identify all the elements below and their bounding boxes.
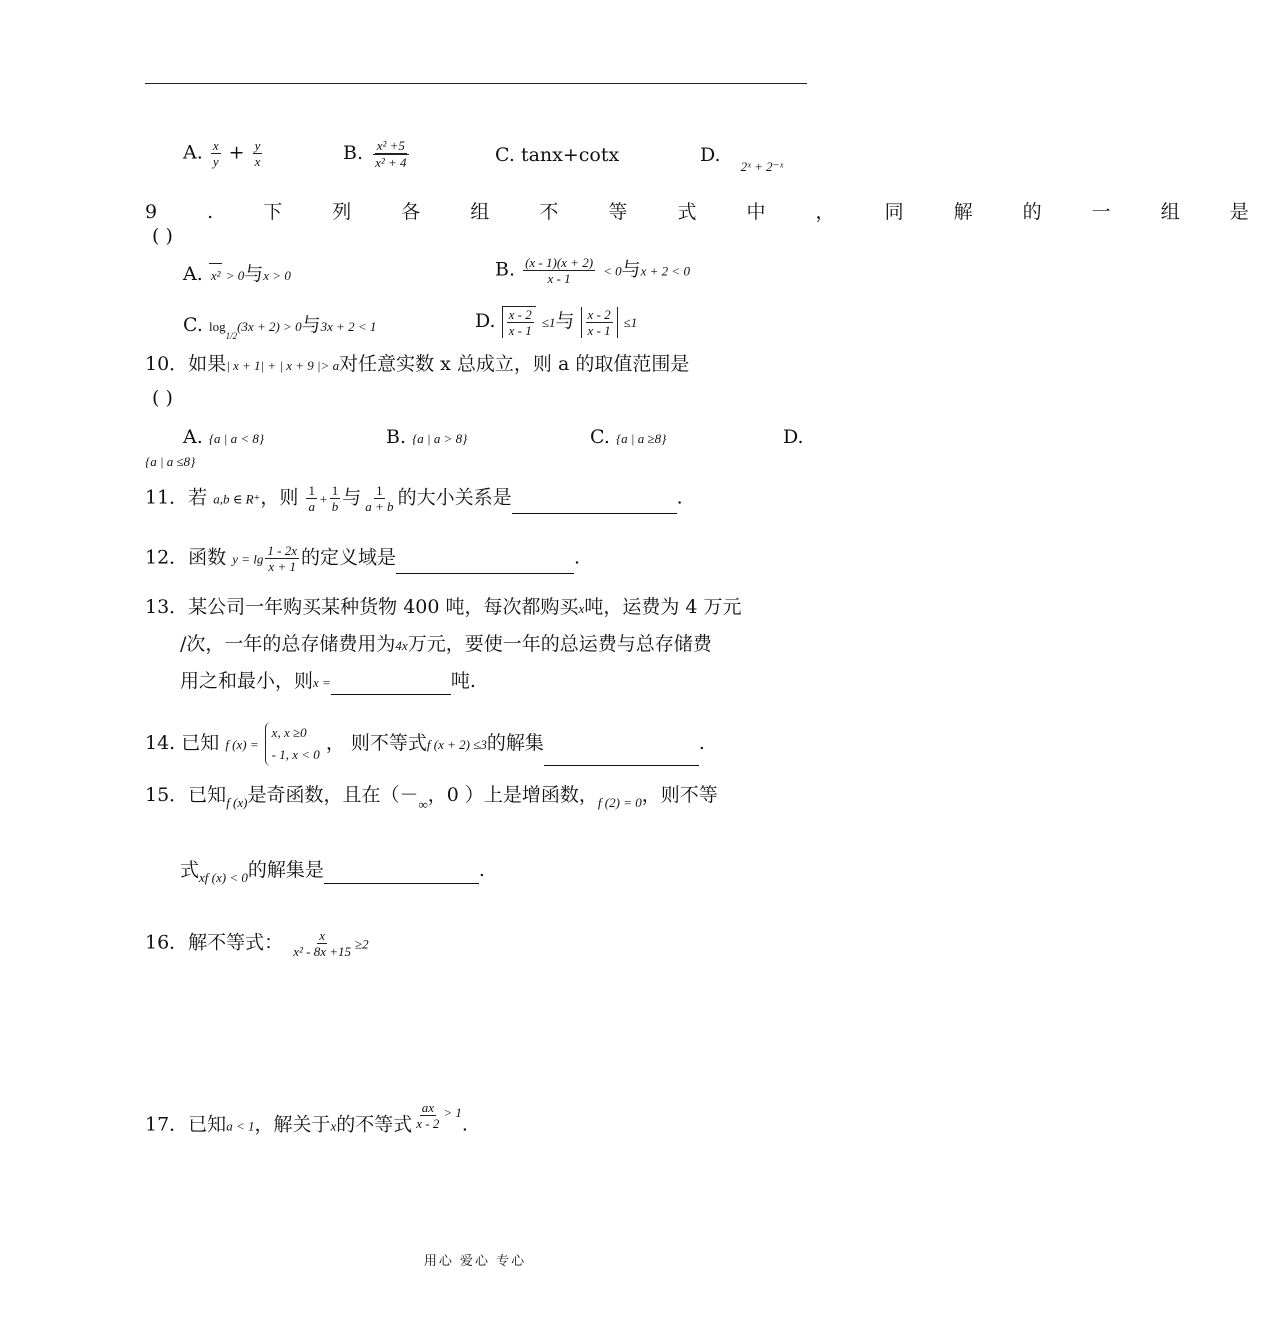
frac-den: a — [308, 499, 315, 514]
q13-line1-x: x — [578, 601, 585, 616]
q13-line2 — [180, 632, 712, 658]
q14-fx: f (x) = — [225, 737, 259, 752]
frac-den: y — [212, 154, 219, 169]
q10-c-set: {a | a ≥8} — [615, 431, 667, 446]
q10-a-set: {a | a < 8} — [208, 431, 265, 446]
q11-stem-a: 11．若 — [145, 486, 208, 509]
q10-a-label: A. — [183, 426, 203, 448]
q11-frac-ab — [363, 483, 395, 514]
q8-option-a — [183, 138, 264, 169]
q10-option-d-label: D. — [783, 426, 804, 448]
q8-b-frac — [371, 138, 410, 170]
q17-frac — [414, 1100, 441, 1131]
q9-d-frac2 — [586, 307, 613, 338]
q11-end: . — [676, 486, 683, 509]
q12-lhs: y = lg — [232, 551, 264, 567]
q16-frac — [291, 928, 353, 959]
q14-stem-a: 14. 已知 — [145, 732, 220, 754]
q13-line2-b: 万元，要使一年的总运费与总存储费 — [407, 633, 712, 655]
q11-frac-a — [306, 483, 317, 514]
q14-piecewise — [265, 722, 320, 766]
q12-stem-a: 12．函数 — [145, 546, 227, 569]
q10-option-d-set: {a | a ≤8} — [145, 454, 196, 469]
q15-stem-a: 15．已知 — [145, 784, 227, 806]
q12-answer-blank[interactable] — [396, 555, 574, 574]
q14-stem-c: 的解集 — [486, 732, 544, 754]
q9-d-frac1 — [507, 307, 534, 338]
q14-case2: - 1, x < 0 — [271, 747, 320, 762]
frac-num: x — [212, 138, 219, 153]
q15-line2-expr: xf (x) < 0 — [199, 870, 248, 885]
q9-a-label: A. — [183, 263, 203, 285]
q13-line2-x: 4x — [395, 638, 408, 653]
q13-line1 — [145, 595, 741, 621]
q14-ineq: f (x + 2) ≤3 — [426, 737, 487, 752]
q9-a-ineq: > 0 — [222, 268, 245, 283]
frac-den: x + 1 — [268, 559, 296, 574]
frac-num: x — [319, 928, 326, 943]
q10-paren: ( ) — [152, 387, 173, 409]
q13-answer-blank[interactable] — [331, 676, 451, 695]
q15-end: . — [478, 859, 485, 881]
q12-stem-b: 的定义域是 — [301, 546, 397, 569]
q15-inf: ∞ — [418, 797, 428, 812]
q17-var: x — [330, 1118, 337, 1134]
q10-b-label: B. — [386, 426, 407, 448]
q8-d-expr: 2ˣ + 2⁻ˣ — [740, 159, 784, 174]
q16 — [145, 928, 369, 959]
q8-a-label: A. — [183, 141, 203, 164]
q17-stem-a: 17．已知 — [145, 1113, 227, 1136]
q15-f2: f (2) = 0 — [597, 795, 642, 810]
q9-c-log: log — [208, 319, 226, 334]
q9-d-rest1: ≤1 — [541, 315, 556, 330]
q11-answer-blank[interactable] — [512, 495, 677, 514]
q15-fx: f (x) — [226, 795, 248, 810]
q14-answer-blank[interactable] — [544, 747, 699, 766]
frac-den: x - 2 — [416, 1116, 440, 1131]
q14 — [145, 722, 705, 766]
frac-num: 1 — [376, 483, 383, 498]
q17-cond: a < 1 — [226, 1118, 255, 1134]
q9-a-with: 与 — [244, 263, 264, 285]
q10-option-b — [386, 425, 467, 451]
q11-stem-b: ，则 — [260, 486, 299, 509]
q9-d-label: D. — [475, 310, 496, 332]
q9-c-label: C. — [183, 314, 203, 336]
q13-line3-x: x = — [313, 675, 331, 690]
q14-case1: x, x ≥0 — [271, 725, 307, 740]
q17-rest: > 1 — [443, 1104, 462, 1120]
q10-b-set: {a | a > 8} — [412, 431, 468, 446]
q15-line2 — [180, 858, 485, 884]
q14-end: . — [698, 732, 705, 754]
q11-frac-b — [330, 483, 341, 514]
q8-option-c: C. tanx+cotx — [495, 144, 620, 166]
q15-stem-d: ，则不等 — [641, 784, 718, 806]
sqrt-expr: x² — [209, 263, 223, 288]
frac-den: a + b — [365, 499, 394, 514]
q9-d-sqrt — [502, 306, 536, 338]
q9-a-expr: x > 0 — [263, 268, 291, 283]
q15-stem-b: 是奇函数，且在（－ — [247, 784, 419, 806]
q9-option-a — [183, 262, 291, 288]
q10-option-a — [183, 425, 264, 451]
q9-d-with: 与 — [555, 310, 575, 332]
frac-num: x² +5 — [376, 138, 405, 153]
q9-c-base: 1/2 — [225, 331, 238, 341]
q12-frac — [265, 543, 299, 574]
q12 — [145, 543, 580, 574]
page-footer: 用心 爱心 专心 — [423, 1254, 527, 1269]
q13-line1-a: 13．某公司一年购买某种货物 400 吨，每次都购买 — [145, 596, 579, 618]
frac-num: 1 - 2x — [267, 543, 297, 558]
frac-num: x - 2 — [508, 307, 532, 322]
q9-b-rest: < 0 — [603, 263, 622, 279]
q9-b-label: B. — [495, 258, 516, 281]
q10-stem-b: 对任意实数 x 总成立，则 a 的取值范围是 — [339, 353, 690, 375]
frac-den: b — [331, 499, 339, 514]
q15-line2-a: 式 — [180, 859, 200, 881]
q11 — [145, 483, 683, 514]
q9-option-c — [183, 313, 376, 340]
q17-end: . — [461, 1113, 468, 1136]
q9-b-with: 与 — [621, 258, 641, 281]
q10-stem-a: 10．如果 — [145, 353, 227, 375]
q9-d-rest2: ≤1 — [623, 315, 638, 330]
q10-option-c — [590, 425, 666, 451]
frac-den: x - 1 — [508, 323, 532, 338]
q16-stem: 16．解不等式： — [145, 931, 284, 954]
frac-den: x - 1 — [547, 271, 571, 286]
q9-stem: 9 . 下 列 各 组 不 等 式 中 ， 同 解 的 一 组 是 — [145, 201, 1271, 223]
q8-option-d — [700, 143, 784, 174]
q8-d-label: D. — [700, 144, 721, 166]
q15-line2-b: 的解集是 — [247, 859, 324, 881]
q15-stem-c: ，0 ）上是增函数， — [427, 784, 598, 806]
q9-option-d — [475, 306, 637, 338]
q14-stem-b: ， 则不等式 — [325, 732, 427, 754]
q8-option-b — [343, 138, 413, 170]
frac-num: ax — [421, 1100, 434, 1115]
q11-stem-c: 的大小关系是 — [397, 486, 512, 509]
q10-expr: | x + 1| + | x + 9 |> a — [226, 358, 340, 373]
sqrt-expr: x² + 4 — [375, 155, 407, 170]
q11-plus: + — [318, 491, 328, 507]
q8-a-frac1 — [211, 138, 221, 169]
q12-end: . — [574, 546, 581, 569]
q15-answer-blank[interactable] — [324, 865, 479, 884]
q9-c-arg: (3x + 2) > 0 — [237, 319, 302, 334]
q13-line3-a: 用之和最小，则 — [180, 670, 314, 692]
frac-den: x - 1 — [587, 322, 611, 338]
q17 — [145, 1100, 468, 1141]
q13-line1-b: 吨，运费为 4 万元 — [584, 596, 742, 618]
frac-den: x — [254, 154, 261, 169]
q9-option-b — [495, 255, 690, 286]
q11-with: 与 — [342, 486, 362, 509]
q9-c-with: 与 — [301, 314, 321, 336]
q17-stem-b: ，解关于 — [254, 1113, 331, 1136]
q13-line2-a: /次，一年的总存储费用为 — [180, 633, 396, 655]
q13-line3 — [180, 669, 476, 695]
frac-num: y — [254, 138, 261, 153]
q9-d-abs — [581, 307, 618, 338]
q9-c-expr: 3x + 2 < 1 — [320, 319, 377, 334]
q8-a-plus: + — [228, 141, 245, 164]
q10-c-label: C. — [590, 426, 610, 448]
frac-den: x² - 8x +15 — [293, 944, 352, 959]
q17-stem-c: 的不等式 — [336, 1113, 413, 1136]
q9-paren: ( ) — [152, 225, 173, 247]
frac-num: (x - 1)(x + 2) — [525, 255, 594, 270]
frac-num: 1 — [308, 483, 315, 498]
q13-line3-b: 吨. — [450, 670, 476, 692]
q8-b-label: B. — [343, 142, 364, 164]
q11-cond: a,b ∈ R⁺ — [213, 491, 261, 507]
frac-num: x - 2 — [587, 306, 611, 322]
q9-b-frac — [523, 255, 595, 286]
frac-num: 1 — [331, 483, 339, 498]
q10-stem — [145, 352, 689, 378]
q15-line1 — [145, 783, 718, 812]
header-rule — [145, 83, 807, 84]
q8-a-frac2 — [253, 138, 263, 169]
q9-b-expr: x + 2 < 0 — [640, 263, 690, 279]
q16-rest: ≥2 — [355, 936, 369, 952]
